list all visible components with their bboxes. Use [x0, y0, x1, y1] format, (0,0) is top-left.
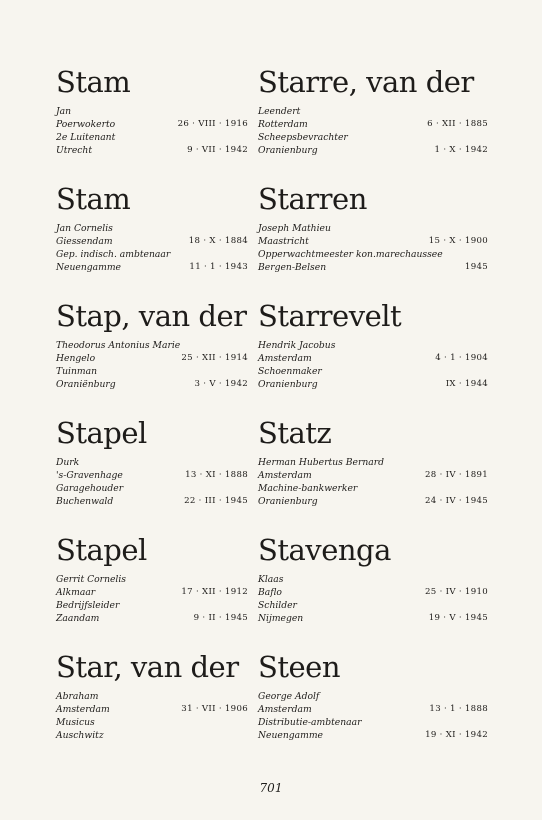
- entry-line: [56, 495, 248, 508]
- entry-date: 4 · 1 · 1904: [435, 353, 488, 363]
- entry-line: [56, 131, 248, 144]
- surname-heading: Stam: [56, 65, 131, 99]
- entry-text: Rotterdam: [258, 119, 308, 130]
- entry-text: Schilder: [258, 600, 297, 611]
- entry-line: [258, 456, 488, 469]
- entry-line: [258, 599, 488, 612]
- entry-date: IX · 1944: [445, 379, 488, 389]
- entry-text: Herman Hubertus Bernard: [258, 457, 385, 468]
- entry-date: 11 · 1 · 1943: [189, 262, 248, 272]
- entry-date: 9 · II · 1945: [193, 613, 248, 623]
- left-column: [56, 64, 248, 766]
- name-entry: [56, 64, 248, 181]
- name-entry: [258, 415, 488, 532]
- entry-text: George Adolf: [258, 691, 320, 702]
- surname-heading: Star, van der: [56, 650, 239, 684]
- entry-date: 13 · 1 · 1888: [429, 704, 488, 714]
- entry-text: Poerwokerto: [56, 119, 116, 130]
- entry-line: [56, 716, 248, 729]
- entry-text: Buchenwald: [56, 496, 114, 507]
- entry-line: [56, 690, 248, 703]
- entry-line: [258, 495, 488, 508]
- entry-line: [258, 235, 488, 248]
- entry-date: 6 · XII · 1885: [427, 119, 488, 129]
- entry-line: [258, 573, 488, 586]
- entry-text: Musicus: [56, 717, 95, 728]
- entry-line: [56, 365, 248, 378]
- entry-text: Durk: [56, 457, 80, 468]
- entry-text: Neuengamme: [258, 730, 323, 741]
- surname-heading: Stapel: [56, 416, 147, 450]
- entry-line: [56, 729, 248, 742]
- entry-text: Oraniënburg: [56, 379, 116, 390]
- name-entry: [56, 649, 248, 766]
- name-entry: [258, 649, 488, 766]
- entry-text: Oranienburg: [258, 145, 318, 156]
- entry-line: [258, 365, 488, 378]
- entry-text: Amsterdam: [258, 470, 312, 481]
- entry-line: [56, 469, 248, 482]
- entry-line: [258, 144, 488, 157]
- entry-line: [258, 729, 488, 742]
- entry-line: [56, 352, 248, 365]
- entry-line: [258, 482, 488, 495]
- entry-text: Auschwitz: [56, 730, 104, 741]
- entry-line: [56, 573, 248, 586]
- entry-line: [56, 118, 248, 131]
- entry-line: [56, 599, 248, 612]
- entry-date: 26 · VIII · 1916: [177, 119, 248, 129]
- entry-text: Jan: [56, 106, 72, 117]
- entry-text: Oranienburg: [258, 496, 318, 507]
- entry-line: [56, 378, 248, 391]
- entry-text: Leendert: [258, 106, 301, 117]
- entry-line: [258, 222, 488, 235]
- entry-line: [258, 378, 488, 391]
- entry-text: Bergen-Belsen: [258, 262, 327, 273]
- entry-line: [258, 105, 488, 118]
- entry-text: Amsterdam: [258, 353, 312, 364]
- entry-text: Opperwachtmeester kon.marechaussee: [258, 249, 443, 260]
- entry-line: [56, 222, 248, 235]
- entry-line: [56, 612, 248, 625]
- entry-line: [258, 352, 488, 365]
- entry-date: 31 · VII · 1906: [181, 704, 248, 714]
- surname-heading: Stavenga: [258, 533, 391, 567]
- name-entry: [56, 415, 248, 532]
- entry-line: [56, 586, 248, 599]
- entry-text: 2e Luitenant: [56, 132, 116, 143]
- surname-heading: Starren: [258, 182, 367, 216]
- entry-line: [56, 235, 248, 248]
- entry-line: [258, 612, 488, 625]
- page-number: 701: [259, 781, 283, 795]
- name-entry: [258, 64, 488, 181]
- entry-text: Maastricht: [258, 236, 309, 247]
- entry-text: Schoenmaker: [258, 366, 322, 377]
- entry-text: Zaandam: [56, 613, 100, 624]
- name-entry: [258, 181, 488, 298]
- entry-text: Oranienburg: [258, 379, 318, 390]
- surname-heading: Stam: [56, 182, 131, 216]
- entry-date: 28 · IV · 1891: [425, 470, 488, 480]
- entry-line: [56, 703, 248, 716]
- surname-heading: Starre, van der: [258, 65, 474, 99]
- entry-line: [258, 339, 488, 352]
- entry-text: Neuengamme: [56, 262, 121, 273]
- name-entry: [56, 181, 248, 298]
- entry-line: [56, 144, 248, 157]
- entry-text: 's-Gravenhage: [56, 470, 123, 481]
- entry-text: Distributie-ambtenaar: [258, 717, 362, 728]
- entry-line: [258, 703, 488, 716]
- entry-line: [56, 339, 248, 352]
- entry-date: 17 · XII · 1912: [181, 587, 248, 597]
- entry-line: [56, 482, 248, 495]
- entry-line: [258, 469, 488, 482]
- entry-text: Jan Cornelis: [56, 223, 113, 234]
- entry-text: Alkmaar: [56, 587, 96, 598]
- entry-date: 25 · IV · 1910: [425, 587, 488, 597]
- entry-line: [258, 131, 488, 144]
- entry-line: [258, 248, 488, 261]
- entry-date: 1 · X · 1942: [434, 145, 488, 155]
- entry-date: 18 · X · 1884: [188, 236, 248, 246]
- name-entry: [258, 298, 488, 415]
- entry-text: Gerrit Cornelis: [56, 574, 127, 585]
- entry-text: Joseph Mathieu: [258, 223, 331, 234]
- entry-line: [56, 105, 248, 118]
- surname-heading: Stapel: [56, 533, 147, 567]
- entry-text: Utrecht: [56, 145, 93, 156]
- entry-line: [258, 261, 488, 274]
- entry-text: Giessendam: [56, 236, 113, 247]
- surname-heading: Starrevelt: [258, 299, 402, 333]
- name-entry: [258, 532, 488, 649]
- entry-text: Gep. indisch. ambtenaar: [56, 249, 171, 260]
- entry-date: 25 · XII · 1914: [181, 353, 248, 363]
- entry-text: Hendrik Jacobus: [258, 340, 336, 351]
- entry-line: [258, 118, 488, 131]
- entry-text: Baflo: [258, 587, 282, 598]
- entry-date: 19 · XI · 1942: [425, 730, 488, 740]
- entry-text: Klaas: [258, 574, 284, 585]
- right-column: [258, 64, 488, 766]
- entry-line: [258, 690, 488, 703]
- entry-text: Tuinman: [56, 366, 98, 377]
- entry-line: [56, 456, 248, 469]
- entry-line: [258, 716, 488, 729]
- entry-text: Amsterdam: [56, 704, 110, 715]
- surname-heading: Statz: [258, 416, 332, 450]
- surname-heading: Stap, van der: [56, 299, 247, 333]
- name-entry: [56, 298, 248, 415]
- entry-date: 1945: [464, 262, 488, 272]
- entry-text: Amsterdam: [258, 704, 312, 715]
- entry-date: 3 · V · 1942: [194, 379, 248, 389]
- entry-text: Garagehouder: [56, 483, 124, 494]
- entry-line: [258, 586, 488, 599]
- entry-text: Abraham: [56, 691, 99, 702]
- entry-line: [56, 248, 248, 261]
- entry-line: [56, 261, 248, 274]
- entry-date: 13 · XI · 1888: [185, 470, 248, 480]
- entry-text: Machine-bankwerker: [258, 483, 358, 494]
- entry-text: Nijmegen: [258, 613, 304, 624]
- entry-text: Bedrijfsleider: [56, 600, 120, 611]
- entry-date: 19 · V · 1945: [428, 613, 488, 623]
- name-entry: [56, 532, 248, 649]
- entry-text: Hengelo: [56, 353, 96, 364]
- entry-text: Theodorus Antonius Marie: [56, 340, 181, 351]
- entry-text: Scheepsbevrachter: [258, 132, 348, 143]
- surname-heading: Steen: [258, 650, 341, 684]
- entry-date: 15 · X · 1900: [428, 236, 488, 246]
- entry-date: 22 · III · 1945: [184, 496, 248, 506]
- entry-date: 9 · VII · 1942: [187, 145, 248, 155]
- entry-date: 24 · IV · 1945: [425, 496, 488, 506]
